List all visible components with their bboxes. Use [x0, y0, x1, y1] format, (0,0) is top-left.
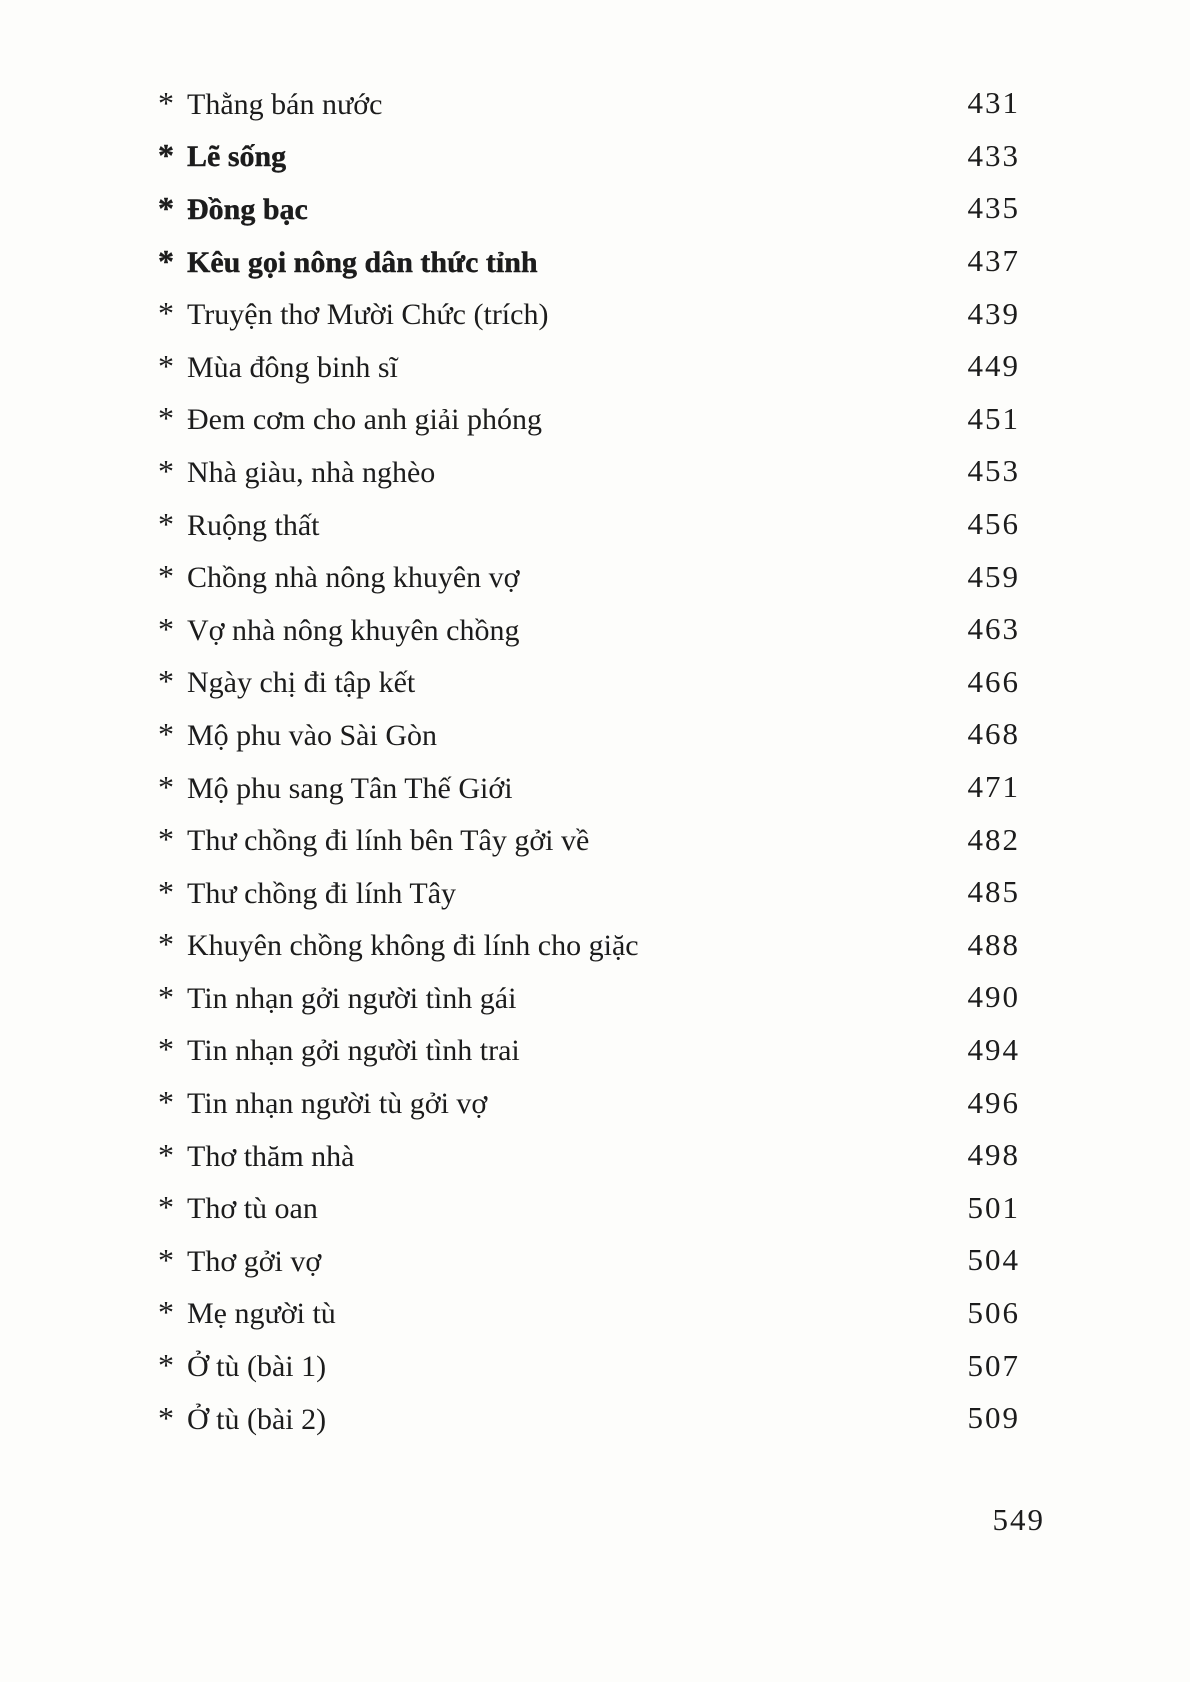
toc-entry-title-group — [158, 1137, 355, 1174]
toc-entry-title: Nhà giàu, nhà nghèo — [187, 455, 436, 489]
toc-entry-title-group — [158, 400, 542, 437]
toc-list — [158, 77, 1020, 1444]
toc-entry-title-group — [158, 137, 286, 174]
asterisk-bullet-icon: * — [158, 1241, 174, 1278]
asterisk-bullet-icon: * — [158, 452, 174, 489]
toc-entry-title: Tin nhạn người tù gởi vợ — [187, 1087, 488, 1121]
asterisk-bullet-icon: * — [158, 1084, 174, 1121]
toc-entry — [158, 445, 1020, 498]
toc-entry-title-group — [158, 1189, 318, 1226]
asterisk-bullet-icon: * — [158, 926, 174, 963]
toc-entry-title-group — [158, 1294, 336, 1331]
toc-entry-title: Mẹ người tù — [187, 1297, 336, 1331]
toc-entry-title: Ở tù (bài 2) — [187, 1402, 327, 1436]
toc-entry — [158, 1076, 1020, 1129]
toc-entry — [158, 1392, 1020, 1445]
toc-entry-title: Chồng nhà nông khuyên vợ — [187, 561, 520, 595]
toc-entry — [158, 130, 1020, 183]
asterisk-bullet-icon: * — [158, 873, 174, 910]
toc-entry-title-group — [158, 558, 520, 595]
toc-entry-title: Thơ gởi vợ — [187, 1244, 322, 1278]
toc-entry-title: Tin nhạn gởi người tình trai — [187, 1034, 520, 1068]
toc-entry-title-group — [158, 295, 548, 332]
toc-entry-title-group — [158, 506, 320, 543]
asterisk-bullet-icon: * — [158, 295, 174, 332]
toc-entry-title: Đem cơm cho anh giải phóng — [187, 403, 542, 437]
toc-entry-title-group — [158, 979, 516, 1016]
asterisk-bullet-icon: * — [158, 1294, 174, 1331]
toc-entry-title-group — [158, 716, 437, 753]
toc-entry — [158, 550, 1020, 603]
toc-entry — [158, 1129, 1020, 1182]
toc-entry-page-number: 501 — [967, 1189, 1020, 1225]
toc-entry-title: Tin nhạn gởi người tình gái — [187, 981, 517, 1015]
toc-entry-page-number: 471 — [967, 769, 1020, 805]
toc-entry — [158, 1287, 1020, 1340]
toc-entry-title: Thư chồng đi lính Tây — [187, 876, 457, 910]
toc-entry-page-number: 459 — [967, 558, 1020, 594]
toc-entry-title: Thơ thăm nhà — [187, 1139, 355, 1173]
toc-entry-title-group — [158, 1347, 326, 1384]
toc-entry — [158, 708, 1020, 761]
toc-entry-page-number: 506 — [967, 1294, 1020, 1330]
toc-entry-title-group — [158, 190, 308, 227]
toc-entry-page-number: 485 — [967, 874, 1020, 910]
asterisk-bullet-icon: * — [158, 610, 174, 647]
toc-entry-title: Mộ phu vào Sài Gòn — [187, 718, 437, 752]
toc-entry — [158, 971, 1020, 1024]
toc-entry — [158, 866, 1020, 919]
toc-entry-title: Truyện thơ Mười Chức (trích) — [187, 298, 549, 332]
toc-entry-page-number: 456 — [967, 506, 1020, 542]
toc-entry-title-group — [158, 453, 435, 490]
asterisk-bullet-icon: * — [158, 347, 174, 384]
toc-entry-title-group — [158, 85, 382, 122]
toc-entry-page-number: 504 — [967, 1242, 1020, 1278]
toc-entry-page-number: 437 — [967, 243, 1020, 279]
asterisk-bullet-icon: * — [158, 715, 174, 752]
toc-entry — [158, 287, 1020, 340]
asterisk-bullet-icon: * — [158, 663, 174, 700]
toc-entry-title: Thư chồng đi lính bên Tây gởi về — [187, 824, 590, 858]
toc-entry-page-number: 431 — [967, 85, 1020, 121]
toc-entry-page-number: 466 — [967, 663, 1020, 699]
toc-entry-title-group — [158, 1031, 520, 1068]
toc-entry — [158, 1181, 1020, 1234]
toc-entry-title-group — [158, 1084, 487, 1121]
asterisk-bullet-icon: * — [158, 1347, 174, 1384]
toc-entry-page-number: 507 — [967, 1347, 1020, 1383]
toc-entry-page-number: 449 — [967, 348, 1020, 384]
asterisk-bullet-icon: * — [158, 558, 174, 595]
toc-entry-title: Ruộng thất — [187, 508, 320, 542]
toc-entry — [158, 235, 1020, 288]
toc-entry — [158, 340, 1020, 393]
toc-entry-title: Ở tù (bài 1) — [187, 1350, 327, 1384]
toc-entry — [158, 1339, 1020, 1392]
asterisk-bullet-icon: * — [158, 821, 174, 858]
toc-entry-page-number: 498 — [967, 1137, 1020, 1173]
toc-entry-title-group — [158, 348, 398, 385]
toc-entry-title-group — [158, 663, 415, 700]
toc-entry — [158, 77, 1020, 130]
toc-entry-page-number: 496 — [967, 1084, 1020, 1120]
asterisk-bullet-icon: * — [158, 1399, 174, 1436]
toc-entry-title-group — [158, 1400, 326, 1437]
toc-entry-page-number: 463 — [967, 611, 1020, 647]
toc-entry — [158, 761, 1020, 814]
toc-entry-page-number: 468 — [967, 716, 1020, 752]
toc-entry-page-number: 509 — [967, 1400, 1020, 1436]
toc-entry-title-group — [158, 926, 639, 963]
toc-entry-page-number: 494 — [967, 1031, 1020, 1067]
toc-entry-title: Đồng bạc — [187, 192, 308, 226]
toc-entry-title-group — [158, 874, 456, 911]
folio-page-number: 549 — [992, 1502, 1045, 1537]
asterisk-bullet-icon: * — [158, 505, 174, 542]
toc-entry-page-number: 490 — [967, 979, 1020, 1015]
asterisk-bullet-icon: * — [158, 768, 174, 805]
toc-entry — [158, 813, 1020, 866]
toc-entry-title-group — [158, 769, 513, 806]
toc-entry-title: Thằng bán nước — [187, 87, 383, 121]
toc-entry-title-group — [158, 243, 538, 280]
toc-entry-page-number: 482 — [967, 821, 1020, 857]
asterisk-bullet-icon: * — [158, 189, 174, 226]
toc-entry — [158, 182, 1020, 235]
toc-entry-page-number: 451 — [967, 400, 1020, 436]
toc-entry-title-group — [158, 611, 519, 648]
toc-entry-title: Vợ nhà nông khuyên chồng — [187, 613, 520, 647]
asterisk-bullet-icon: * — [158, 978, 174, 1015]
asterisk-bullet-icon: * — [158, 400, 174, 437]
asterisk-bullet-icon: * — [158, 1136, 174, 1173]
toc-entry — [158, 1234, 1020, 1287]
toc-entry-page-number: 453 — [967, 453, 1020, 489]
toc-entry — [158, 1024, 1020, 1077]
toc-entry — [158, 919, 1020, 972]
toc-entry-page-number: 433 — [967, 137, 1020, 173]
toc-entry — [158, 498, 1020, 551]
asterisk-bullet-icon: * — [158, 1031, 174, 1068]
toc-entry — [158, 393, 1020, 446]
toc-entry-title: Khuyên chồng không đi lính cho giặc — [187, 929, 639, 963]
toc-entry — [158, 603, 1020, 656]
toc-entry-title: Kêu gọi nông dân thức tỉnh — [187, 245, 538, 279]
toc-entry-title: Lẽ sống — [187, 140, 287, 174]
toc-entry-page-number: 488 — [967, 926, 1020, 962]
toc-entry-page-number: 439 — [967, 295, 1020, 331]
asterisk-bullet-icon: * — [158, 137, 174, 174]
toc-entry-title: Ngày chị đi tập kết — [187, 666, 416, 700]
toc-entry-page-number: 435 — [967, 190, 1020, 226]
asterisk-bullet-icon: * — [158, 84, 174, 121]
toc-entry-title: Mùa đông binh sĩ — [187, 350, 398, 384]
toc-entry — [158, 656, 1020, 709]
toc-entry-title: Thơ tù oan — [187, 1192, 318, 1226]
toc-entry-title-group — [158, 821, 589, 858]
asterisk-bullet-icon: * — [158, 242, 174, 279]
toc-entry-title-group — [158, 1242, 321, 1279]
toc-entry-title: Mộ phu sang Tân Thế Giới — [187, 771, 513, 805]
asterisk-bullet-icon: * — [158, 1189, 174, 1226]
